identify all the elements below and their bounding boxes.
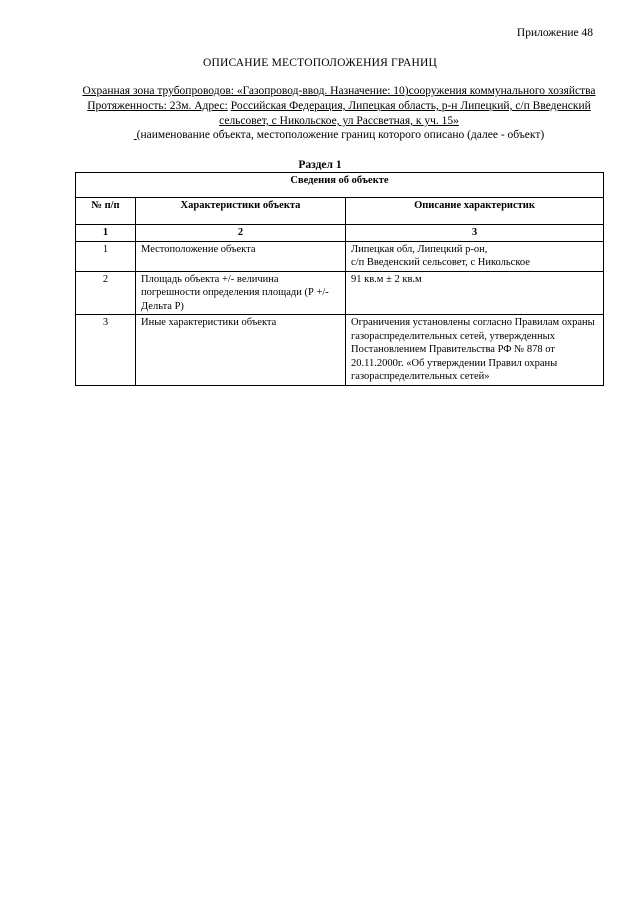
row-num: 1 [76,241,136,271]
col-number-3: 3 [346,225,604,242]
object-description [74,84,604,129]
header-num: № п/п [76,198,136,225]
row-value: 91 кв.м ± 2 кв.м [346,271,604,315]
table-caption: Сведения об объекте [76,173,604,198]
object-description-part2: Российская Федерация, Липецкая область, р-н Липецкий, с/п Введенский сельсовет, с Никольское, ул Рассветная, к уч. 15» [219,100,591,127]
table-column-numbers-row [76,225,604,242]
row-num: 3 [76,315,136,386]
header-description: Описание характеристик [346,198,604,225]
object-description-part1: Охранная зона трубопроводов: «Газопровод-ввод. Назначение: 10)сооружения коммунального хозяйства Протяженность: 23м. Адрес: [82,85,596,112]
table-row [76,271,604,315]
table-row [76,241,604,271]
section-title: Раздел 1 [298,159,342,171]
object-note [74,129,604,141]
object-info-table [75,172,604,386]
row-name: Площадь объекта +/- величина погрешности определения площади (Р +/- Дельта Р) [136,271,346,315]
row-name: Иные характеристики объекта [136,315,346,386]
row-value: Ограничения установлены согласно Правилам охраны газораспределительных сетей, утвержденных Постановлением Правительства РФ № 878 от 20.11.2000г. «Об утверждении Правил охраны газораспределительных сетей» [346,315,604,386]
table-caption-row [76,173,604,198]
table-row [76,315,604,386]
row-name: Местоположение объекта [136,241,346,271]
row-value-line: Липецкая обл, Липецкий р-он, [351,243,488,255]
row-value [346,241,604,271]
row-value-line: с/п Введенский сельсовет, с Никольское [351,257,530,268]
header-characteristics: Характеристики объекта [136,198,346,225]
row-num: 2 [76,271,136,315]
object-note-text: (наименование объекта, местоположение границ которого описано (далее - объект) [136,129,545,141]
document-title: ОПИСАНИЕ МЕСТОПОЛОЖЕНИЯ ГРАНИЦ [202,57,438,69]
col-number-2: 2 [136,225,346,242]
appendix-label: Приложение 48 [516,27,593,39]
col-number-1: 1 [76,225,136,242]
table-header-row [76,198,604,225]
